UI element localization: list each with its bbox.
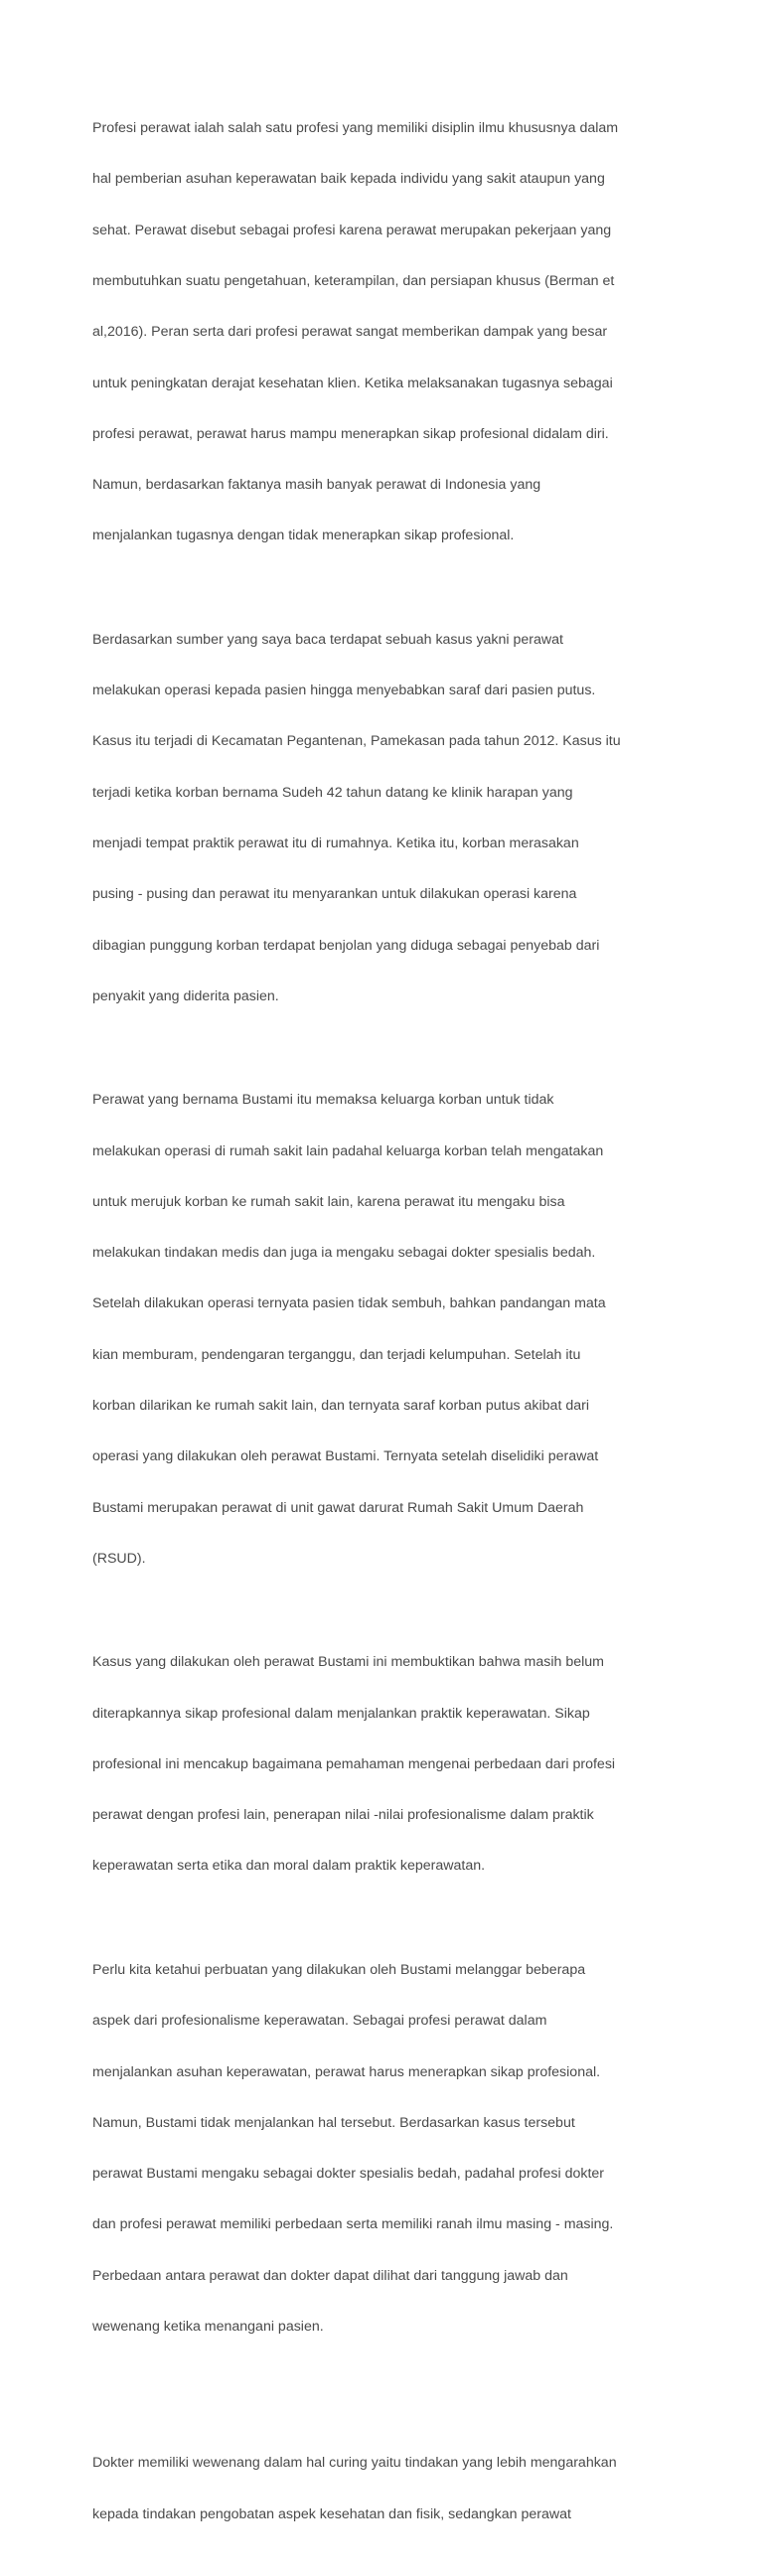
text-line: untuk peningkatan derajat kesehatan klien. Ketika melaksanakan tugasnya sebagai bbox=[92, 375, 613, 391]
text-line: diterapkannya sikap profesional dalam menjalankan praktik keperawatan. Sikap bbox=[92, 1705, 590, 1722]
text-line: kian memburam, pendengaran terganggu, dan terjadi kelumpuhan. Setelah itu bbox=[92, 1346, 581, 1363]
paragraph-1 bbox=[92, 86, 679, 579]
text-line: Dokter memiliki wewenang dalam hal curing yaitu tindakan yang lebih mengarahkan bbox=[92, 2455, 617, 2472]
text-line: Perlu kita ketahui perbuatan yang dilakukan oleh Bustami melanggar beberapa bbox=[92, 1961, 586, 1978]
text-line: menjadi tempat praktik perawat itu di rumahnya. Ketika itu, korban merasakan bbox=[92, 835, 579, 852]
text-line: Kasus itu terjadi di Kecamatan Pegantenan, Pamekasan pada tahun 2012. Kasus itu bbox=[92, 733, 621, 750]
text-line: melakukan tindakan medis dan juga ia mengaku sebagai dokter spesialis bedah. bbox=[92, 1245, 596, 1262]
text-line: kepada tindakan pengobatan aspek kesehatan dan fisik, sedangkan perawat bbox=[92, 2505, 571, 2522]
text-line: Profesi perawat ialah salah satu profesi yang memiliki disiplin ilmu khususnya dalam bbox=[92, 120, 619, 137]
text-line: hal pemberian asuhan keperawatan baik kepada individu yang sakit ataupun yang bbox=[92, 171, 605, 188]
text-line: dibagian punggung korban terdapat benjolan yang diduga sebagai penyebab dari bbox=[92, 937, 600, 954]
text-line: operasi yang dilakukan oleh perawat Bustami. Ternyata setelah diselidiki perawat bbox=[92, 1448, 599, 1465]
text-line: Setelah dilakukan operasi ternyata pasien tidak sembuh, bahkan pandangan mata bbox=[92, 1295, 606, 1312]
text-line: perawat Bustami mengaku sebagai dokter spesialis bedah, padahal profesi dokter bbox=[92, 2166, 605, 2183]
text-line: profesi perawat, perawat harus mampu menerapkan sikap profesional didalam diri. bbox=[92, 425, 609, 442]
text-line: (RSUD). bbox=[92, 1550, 146, 1567]
text-line: perawat dengan profesi lain, penerapan nilai -nilai profesionalisme dalam praktik bbox=[92, 1807, 594, 1824]
text-line: penyakit yang diderita pasien. bbox=[92, 987, 279, 1004]
text-line: Perawat yang bernama Bustami itu memaksa keluarga korban untuk tidak bbox=[92, 1092, 554, 1109]
text-line: Bustami merupakan perawat di unit gawat darurat Rumah Sakit Umum Daerah bbox=[92, 1499, 584, 1516]
text-line: menjalankan asuhan keperawatan, perawat harus menerapkan sikap profesional. bbox=[92, 2063, 601, 2080]
text-line: korban dilarikan ke rumah sakit lain, dan ternyata saraf korban putus akibat dari bbox=[92, 1398, 589, 1415]
text-line: Kasus yang dilakukan oleh perawat Bustami ini membuktikan bahwa masih belum bbox=[92, 1654, 604, 1671]
paragraph-4 bbox=[92, 1620, 679, 1909]
text-line: untuk merujuk korban ke rumah sakit lain, karena perawat itu mengaku bisa bbox=[92, 1193, 565, 1210]
paragraph-6 bbox=[92, 2421, 679, 2557]
text-line: terjadi ketika korban bernama Sudeh 42 tahun datang ke klinik harapan yang bbox=[92, 784, 573, 801]
text-line: Perbedaan antara perawat dan dokter dapat dilihat dari tanggung jawab dan bbox=[92, 2267, 568, 2284]
text-line: Namun, Bustami tidak menjalankan hal tersebut. Berdasarkan kasus tersebut bbox=[92, 2114, 575, 2131]
text-line: aspek dari profesionalisme keperawatan. Sebagai profesi perawat dalam bbox=[92, 2013, 547, 2030]
text-line: al,2016). Peran serta dari profesi perawat sangat memberikan dampak yang besar bbox=[92, 324, 608, 341]
text-line: profesional ini mencakup bagaimana pemahaman mengenai perbedaan dari profesi bbox=[92, 1755, 616, 1772]
paragraph-3 bbox=[92, 1058, 679, 1601]
text-line: Namun, berdasarkan faktanya masih banyak perawat di Indonesia yang bbox=[92, 477, 541, 494]
text-line: dan profesi perawat memiliki perbedaan serta memiliki ranah ilmu masing - masing. bbox=[92, 2216, 614, 2233]
text-line: wewenang ketika menangani pasien. bbox=[92, 2318, 324, 2335]
text-line: melakukan operasi di rumah sakit lain padahal keluarga korban telah mengatakan bbox=[92, 1142, 604, 1159]
paragraph-2 bbox=[92, 598, 679, 1039]
blank-line bbox=[92, 2388, 679, 2421]
text-line: sehat. Perawat disebut sebagai profesi karena perawat merupakan pekerjaan yang bbox=[92, 222, 612, 238]
text-line: melakukan operasi kepada pasien hingga menyebabkan saraf dari pasien putus. bbox=[92, 682, 596, 699]
text-line: keperawatan serta etika dan moral dalam praktik keperawatan. bbox=[92, 1858, 486, 1875]
text-line: pusing - pusing dan perawat itu menyarankan untuk dilakukan operasi karena bbox=[92, 886, 577, 903]
text-line: Berdasarkan sumber yang saya baca terdapat sebuah kasus yakni perawat bbox=[92, 631, 563, 648]
text-line: membutuhkan suatu pengetahuan, keterampilan, dan persiapan khusus (Berman et bbox=[92, 273, 615, 290]
paragraph-5 bbox=[92, 1928, 679, 2369]
document-body bbox=[92, 86, 679, 2576]
text-line: menjalankan tugasnya dengan tidak menerapkan sikap profesional. bbox=[92, 528, 515, 544]
